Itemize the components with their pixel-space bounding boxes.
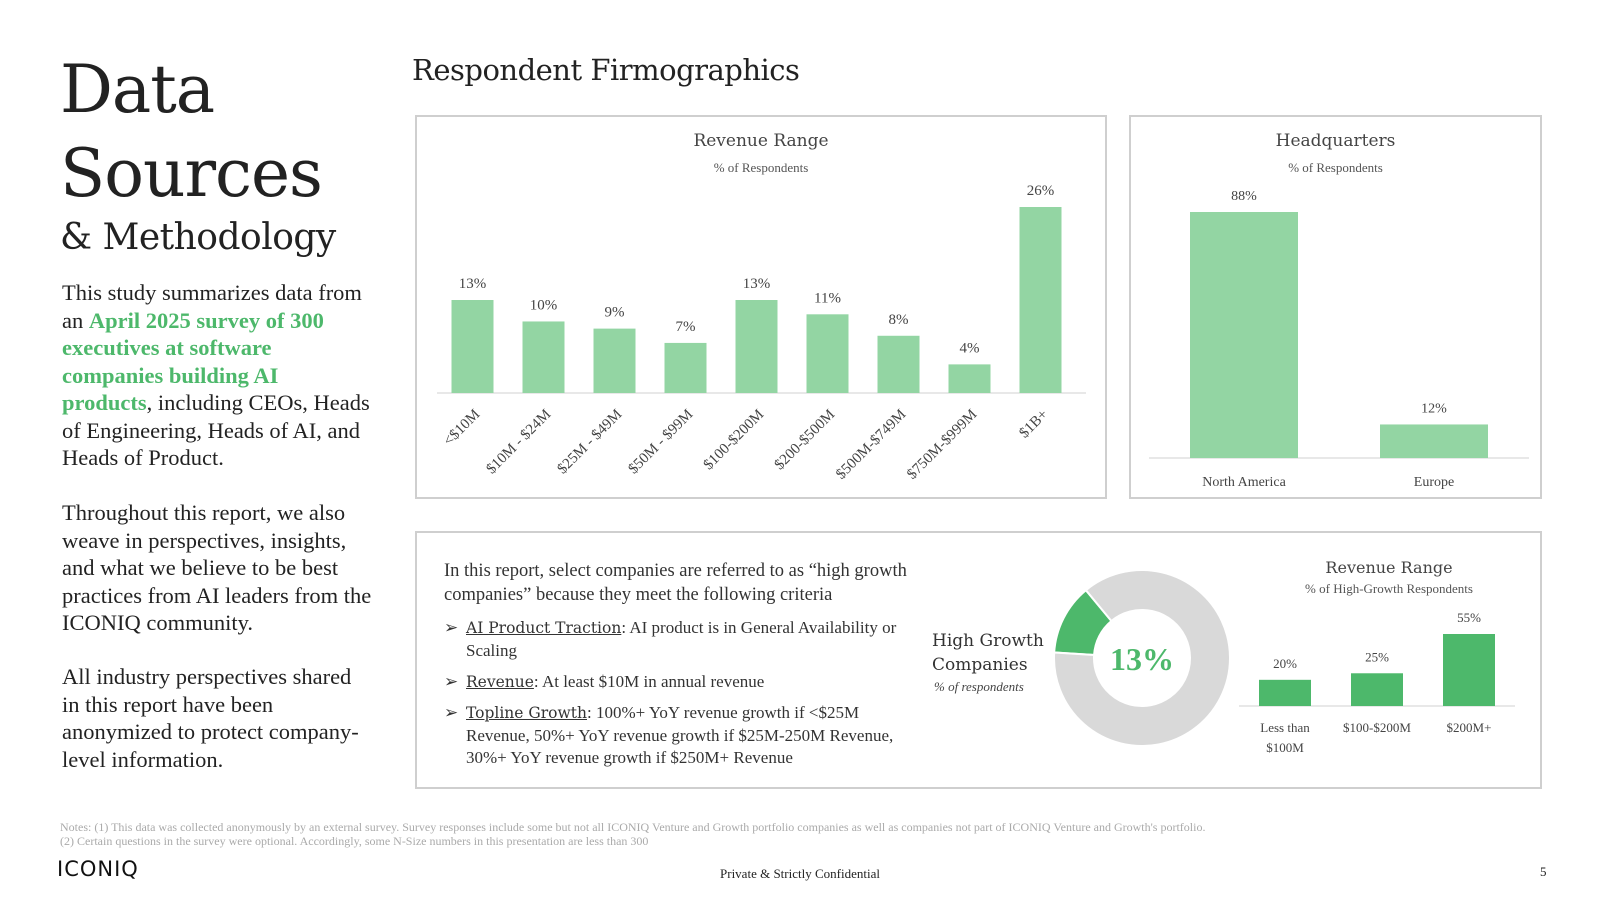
data-label: 9% xyxy=(604,304,625,321)
data-label: 12% xyxy=(1421,401,1447,417)
tick-label: North America xyxy=(1202,475,1286,490)
footnote-2: (2) Certain questions in the survey were optional. Accordingly, some N-Size numbers in this presentation are less than 300 xyxy=(60,834,649,848)
high-growth-label: High Growth Companies xyxy=(932,631,1044,675)
data-label: 7% xyxy=(675,318,696,335)
criteria-label: AI Product Traction xyxy=(466,619,622,637)
high-growth-sublabel: % of respondents xyxy=(934,679,1024,694)
criteria-text: : AI product is in General Availability or Scaling xyxy=(466,618,897,660)
criteria-text: : 100%+ YoY revenue growth if <$25M Revenue, 50%+ YoY revenue growth if $25M-250M Revenue, 30%+ YoY revenue growth if $250M+ Revenue xyxy=(466,703,894,767)
revenue-chart-title: Revenue Range xyxy=(693,131,829,151)
tick-label: Europe xyxy=(1413,475,1455,490)
bullet-arrow-icon: ➢ xyxy=(444,618,459,637)
data-label: 26% xyxy=(1026,183,1055,199)
tick-label: <$10M xyxy=(440,406,484,450)
revenue-chart-subtitle: % of Respondents xyxy=(713,160,809,175)
tick-label: $10M - $24M xyxy=(483,406,555,478)
intro-paragraph xyxy=(62,279,372,472)
tick-label: $100-$200M xyxy=(700,406,768,474)
iconiq-logo: ICONIQ xyxy=(57,857,139,881)
intro-text-pre: This study summarizes data from an xyxy=(62,280,362,333)
bar xyxy=(878,336,920,393)
bar xyxy=(1020,207,1062,393)
tick-label: $750M-$999M xyxy=(904,406,981,483)
tick-label: $200-$500M xyxy=(771,406,839,474)
bar xyxy=(665,343,707,393)
criteria-item xyxy=(444,702,914,770)
bar xyxy=(1259,680,1311,706)
revenue-range-chart xyxy=(417,117,1105,497)
criteria-text: : At least $10M in annual revenue xyxy=(533,672,765,691)
hg-revenue-chart-title: Revenue Range xyxy=(1325,558,1453,577)
section-title: Respondent Firmographics xyxy=(412,53,800,87)
bar xyxy=(736,300,778,393)
bullet-arrow-icon: ➢ xyxy=(444,703,459,722)
hg-revenue-chart-subtitle: % of High-Growth Respondents xyxy=(1305,581,1473,596)
bar xyxy=(1351,673,1403,706)
anonymized-paragraph: All industry perspectives shared in this report have been anonymized to protect company-level information. xyxy=(62,664,359,772)
bar xyxy=(1190,212,1298,458)
data-label: 20% xyxy=(1273,655,1297,671)
bar xyxy=(949,364,991,393)
data-label: 25% xyxy=(1365,649,1389,665)
data-label: 55% xyxy=(1457,610,1481,625)
footnote-1: Notes: (1) This data was collected anonymously by an external survey. Survey responses include some but not all ICONIQ Venture and Growth portfolio companies as well as companies not part of ICONIQ Venture and Growth's portfolio. xyxy=(60,820,1206,834)
page-title-line1: Data xyxy=(60,51,215,128)
criteria-item xyxy=(444,617,914,662)
data-label: 88% xyxy=(1231,189,1257,204)
bar xyxy=(1380,424,1488,458)
tick-label: $100M xyxy=(1266,740,1304,755)
criteria-label: Topline Growth xyxy=(466,704,587,722)
tick-label: $500M-$749M xyxy=(833,406,910,483)
data-label: 8% xyxy=(888,311,909,328)
high-growth-donut xyxy=(1047,563,1237,753)
hg-revenue-chart xyxy=(1239,533,1539,787)
page-subtitle: & Methodology xyxy=(60,217,336,258)
bar xyxy=(1443,634,1495,706)
revenue-range-panel xyxy=(415,115,1107,499)
confidential-label: Private & Strictly Confidential xyxy=(720,866,880,881)
data-label: 13% xyxy=(742,276,771,292)
criteria-intro: In this report, select companies are referred to as “high growth companies” because they meet the following criteria xyxy=(444,561,907,605)
criteria-item xyxy=(444,671,914,694)
perspectives-paragraph: Throughout this report, we also weave in perspectives, insights, and what we believe to be best practices from AI leaders from the ICONIQ community. xyxy=(62,500,372,635)
high-growth-panel xyxy=(415,531,1542,789)
bar xyxy=(523,321,565,393)
survey-highlight: April 2025 survey of 300 executives at software companies building AI products xyxy=(62,307,324,415)
criteria-label: Revenue xyxy=(466,673,534,691)
tick-label: Less than xyxy=(1260,720,1310,735)
headquarters-chart xyxy=(1131,117,1540,497)
tick-label: $100-$200M xyxy=(1343,720,1411,735)
data-label: 4% xyxy=(959,340,980,357)
bar xyxy=(452,300,494,393)
headquarters-panel xyxy=(1129,115,1542,499)
bullet-arrow-icon: ➢ xyxy=(444,672,459,691)
tick-label: $25M - $49M xyxy=(554,406,626,478)
data-label: 11% xyxy=(814,290,841,307)
data-label: 10% xyxy=(529,297,558,314)
tick-label: $50M - $99M xyxy=(625,406,697,478)
donut-center-value: 13% xyxy=(1110,641,1174,677)
data-label: 13% xyxy=(458,276,487,292)
headquarters-chart-subtitle: % of Respondents xyxy=(1288,160,1383,175)
tick-label: $1B+ xyxy=(1016,406,1052,442)
page-title-line2: Sources xyxy=(60,135,322,212)
page-number: 5 xyxy=(1540,864,1547,879)
intro-text-post: , including CEOs, Heads of Engineering, Heads of AI, and Heads of Product. xyxy=(62,390,370,470)
bar xyxy=(807,314,849,393)
bar xyxy=(594,329,636,393)
headquarters-chart-title: Headquarters xyxy=(1275,131,1396,151)
tick-label: $200M+ xyxy=(1446,720,1492,735)
